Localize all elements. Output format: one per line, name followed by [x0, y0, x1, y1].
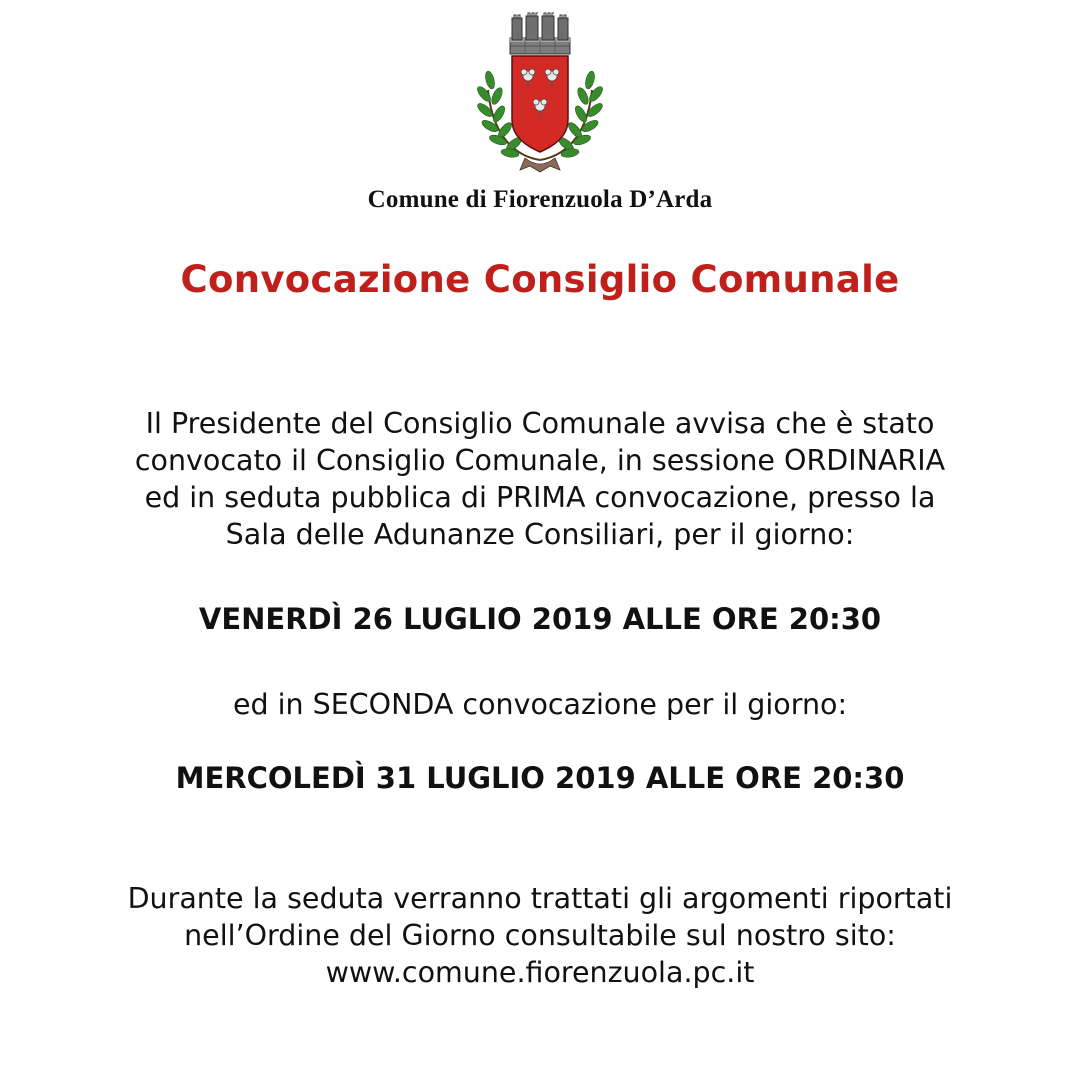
- intro-line: Il Presidente del Consiglio Comunale avvisa che è stato: [145, 407, 935, 440]
- intro-line: Sala delle Adunanze Consiliari, per il giorno:: [225, 518, 855, 551]
- closing-line: Durante la seduta verranno trattati gli argomenti riportati: [127, 882, 953, 915]
- page-title: Convocazione Consiglio Comunale: [180, 258, 900, 301]
- website-link[interactable]: www.comune.fiorenzuola.pc.it: [325, 956, 755, 989]
- intro-line: ed in seduta pubblica di PRIMA convocazione, presso la: [144, 481, 936, 514]
- second-call-line: ed in SECONDA convocazione per il giorno:: [232, 688, 848, 721]
- crown-icon: [510, 13, 570, 54]
- first-convocation-date: VENERDÌ 26 LUGLIO 2019 ALLE ORE 20:30: [198, 602, 882, 636]
- ribbon-icon: [520, 158, 560, 172]
- second-convocation-text: [40, 686, 1040, 723]
- closing-line: nell’Ordine del Giorno consultabile sul nostro sito:: [184, 919, 896, 952]
- municipality-name: Comune di Fiorenzuola D’Arda: [367, 186, 713, 213]
- second-convocation-date: MERCOLEDÌ 31 LUGLIO 2019 ALLE ORE 20:30: [175, 761, 905, 795]
- coat-of-arms-icon: [470, 10, 610, 180]
- intro-line: convocato il Consiglio Comunale, in sessione ORDINARIA: [134, 444, 946, 477]
- closing-paragraph: [40, 880, 1040, 991]
- intro-paragraph: [40, 405, 1040, 553]
